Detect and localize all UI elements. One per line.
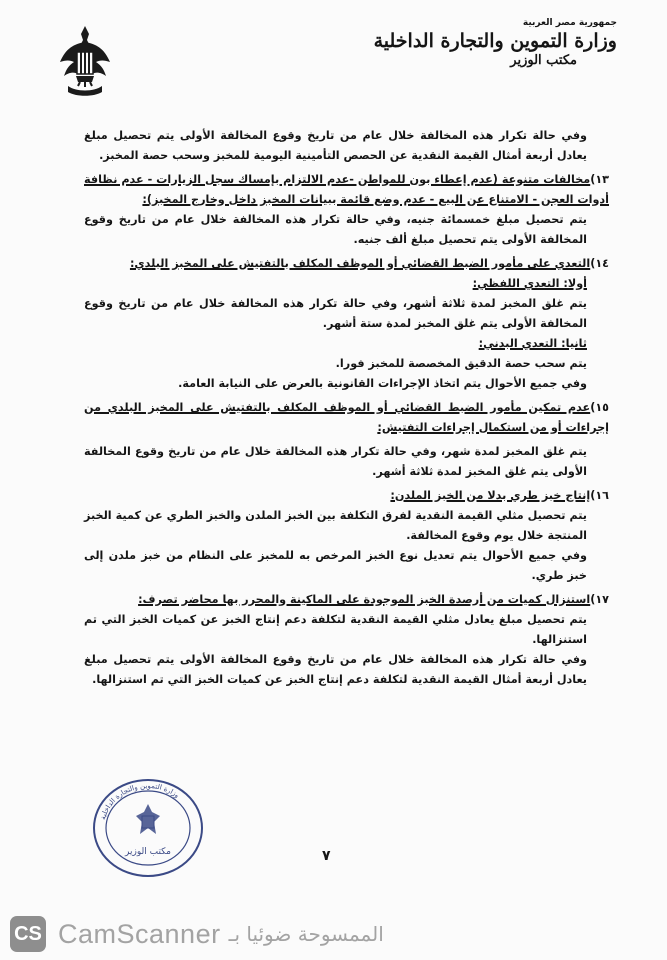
- section-title: إنتاج خبز طري بدلا من الخبز الملدن:: [390, 489, 591, 502]
- camscanner-brand: CamScanner: [58, 918, 221, 949]
- section-heading: [84, 590, 609, 610]
- section-heading: [84, 486, 609, 506]
- sub-heading-text: ثانيا: التعدي البدني:: [478, 337, 587, 350]
- camscanner-arabic: الممسوحة ضوئيا بـ: [228, 922, 384, 946]
- stamp-ring-text: وزارة التموين والتجارة الداخلية: [99, 781, 181, 821]
- sub-heading: [84, 334, 609, 354]
- section-number: ١٥): [590, 401, 609, 414]
- paragraph: وفي حالة تكرار هذه المخالفة خلال عام من تاريخ وقوع المخالفة الأولى يتم تحصيل مبلغ يعادل أربعة أمثال القيمة النقدية عن الحصص التأمينية اليومية للمخبز وسحب حصة المخبز.: [84, 129, 587, 162]
- stamp-text: مكتب الوزير: [125, 847, 171, 857]
- paragraph: يتم تحصيل مثلي القيمة النقدية لفرق التكلفة بين الخبز الملدن والخبز الطري عن كمية الخبز المنتجة خلال يوم وقوع المخالفة.: [84, 509, 587, 542]
- paragraph: يتم غلق المخبز لمدة شهر، وفي حالة تكرار هذه المخالفة خلال عام من تاريخ وقوع المخالفة الأولى يتم غلق المخبز لمدة ثلاثة أشهر.: [84, 445, 587, 478]
- office-name: مكتب الوزير: [510, 53, 577, 68]
- paragraph: يتم تحصيل مبلغ يعادل مثلي القيمة النقدية لتكلفة دعم إنتاج الخبز عن كميات الخبز التي تم استنزالها.: [84, 613, 587, 646]
- page-number: ٧: [322, 848, 331, 864]
- section-title: استنزال كميات من أرصدة الخبز الموجودة على الماكينة والمحرر بها محاضر تصرف:: [138, 593, 591, 606]
- paragraph: يتم سحب حصة الدقيق المخصصة للمخبز فورا.: [335, 357, 587, 370]
- section-heading: [84, 170, 609, 210]
- section-heading: [84, 398, 609, 438]
- paragraph: يتم تحصيل مبلغ خمسمائة جنيه، وفي حالة تكرار هذه المخالفة خلال عام من تاريخ وقوع المخالفة الأولى يتم تحصيل مبلغ ألف جنيه.: [84, 213, 587, 246]
- section-heading: [84, 254, 609, 274]
- section-number: ١٦): [590, 489, 609, 502]
- letterhead: [373, 18, 617, 68]
- paragraph: يتم غلق المخبز لمدة ثلاثة أشهر، وفي حالة تكرار هذه المخالفة خلال عام من تاريخ وقوع المخالفة الأولى يتم غلق المخبز لمدة ستة أشهر.: [84, 297, 587, 330]
- section-title: مخالفات متنوعة (عدم إعطاء بون للمواطن -عدم الالتزام بإمساك سجل الزيارات - عدم نظافة أدوات العجن - الامتناع عن البيع - عدم وضع قائمة ببيانات المخبز داخل وخارج المخبز):: [84, 173, 609, 206]
- section-number: ١٣): [590, 173, 609, 186]
- section-title: عدم تمكين مأمور الضبط القضائي أو الموظف المكلف بالتفتيش على المخبز البلدي من إجراءات أو من استكمال إجراءات التفتيش:: [84, 401, 609, 434]
- republic-name: جمهورية مصر العربية: [522, 18, 617, 28]
- paragraph: وفي حالة تكرار هذه المخالفة خلال عام من تاريخ وقوع المخالفة الأولى يتم تحصيل مبلغ يعادل أربعة أمثال القيمة النقدية لتكلفة دعم إنتاج الخبز عن كميات الخبز التي تم استنزالها.: [84, 653, 587, 686]
- ministry-name: وزارة التموين والتجارة الداخلية: [373, 30, 617, 52]
- section-number: ١٤): [590, 257, 609, 270]
- paragraph: وفي جميع الأحوال يتم اتخاذ الإجراءات القانونية بالعرض على النيابة العامة.: [178, 377, 587, 390]
- sub-heading-text: أولا: التعدي اللفظي:: [472, 277, 587, 290]
- camscanner-footer: [0, 908, 667, 960]
- paragraph: وفي جميع الأحوال يتم تعديل نوع الخبز المرخص به للمخبز على النظام من خبز ملدن إلى خبز طري.: [84, 549, 587, 582]
- section-number: ١٧): [590, 593, 609, 606]
- document-body: [84, 126, 609, 690]
- official-stamp: [90, 776, 206, 880]
- sub-heading: [84, 274, 609, 294]
- eagle-emblem: [56, 22, 114, 100]
- camscanner-logo-icon: CS: [10, 916, 46, 952]
- section-title: التعدي على مأمور الضبط القضائي أو الموظف المكلف بالتفتيش على المخبز البلدي:: [129, 257, 591, 270]
